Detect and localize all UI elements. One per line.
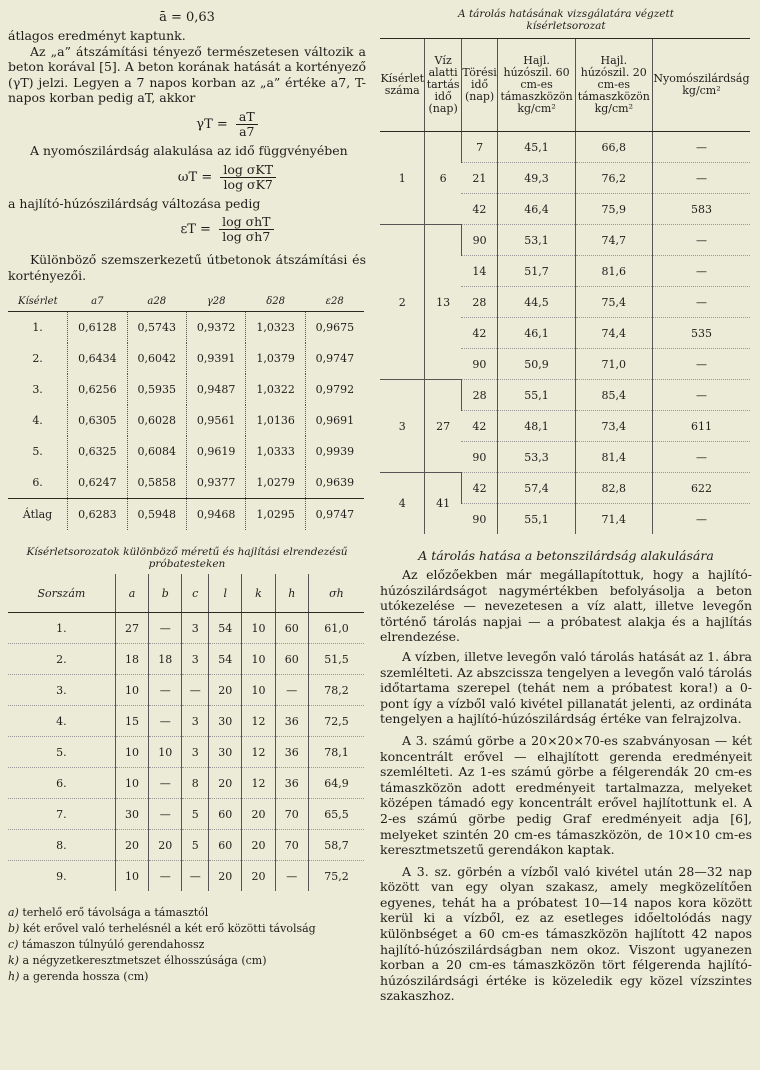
table-cell: 45,1 — [498, 132, 575, 163]
table-cell: 8. — [8, 830, 115, 861]
specimen-table — [8, 574, 364, 891]
table-cell: 10 — [242, 644, 275, 675]
note-text: két erővel való terhelésnél a két erő közötti távolság — [22, 922, 316, 936]
table-cell: 6. — [8, 768, 115, 799]
table-cell: 10 — [115, 861, 148, 892]
table-cell: 74,7 — [575, 225, 652, 256]
table-cell: 8 — [182, 768, 209, 799]
table-cell: 14 — [461, 256, 498, 287]
paragraph: Az „a” átszámítási tényező természetesen változik a beton korával [5]. A beton korának hatását a kortényező (γT) jelzi. Legyen a 7 napos korban az „a” értéke a7, T-napos korban pedig aT, akkor — [8, 43, 366, 106]
note-text: terhelő erő távolsága a támasztól — [22, 906, 209, 920]
table-cell: 60 — [209, 830, 242, 861]
table-header-row — [8, 291, 364, 312]
table-cell: 36 — [275, 737, 308, 768]
table-cell: 0,5948 — [127, 499, 186, 531]
note-key: k) — [8, 954, 19, 968]
table-cell: 73,4 — [575, 411, 652, 442]
table-cell: — — [652, 256, 750, 287]
table-row — [380, 380, 750, 411]
table-cell: 65,5 — [308, 799, 364, 830]
table-cell: 0,9372 — [186, 312, 245, 344]
table-cell: 0,9487 — [186, 374, 245, 405]
column-header: Sorszám — [8, 574, 115, 613]
table-cell: 20 — [209, 861, 242, 892]
table-row — [8, 768, 364, 799]
table-cell: 18 — [115, 644, 148, 675]
table-cell: 10 — [149, 737, 182, 768]
table-cell: 21 — [461, 163, 498, 194]
table-cell: 0,6084 — [127, 436, 186, 467]
experiment-id: 3 — [380, 380, 425, 473]
table-cell: 74,4 — [575, 318, 652, 349]
table-cell: Átlag — [8, 499, 68, 531]
note-item — [8, 969, 366, 985]
table-cell: 611 — [652, 411, 750, 442]
right-column — [380, 0, 752, 1004]
table-cell: 30 — [209, 706, 242, 737]
table-cell: 42 — [461, 318, 498, 349]
table-cell: 58,7 — [308, 830, 364, 861]
table-cell: 20 — [149, 830, 182, 861]
table-cell: 0,9377 — [186, 467, 245, 499]
table-cell: 1. — [32, 321, 43, 335]
water-days: 41 — [425, 473, 461, 535]
table-cell: 61,0 — [308, 613, 364, 644]
table-cell: 2. — [8, 644, 115, 675]
table-cell: 7. — [8, 799, 115, 830]
table-cell: 28 — [461, 380, 498, 411]
experiment-id: 4 — [380, 473, 425, 535]
table-cell: 51,7 — [498, 256, 575, 287]
table-cell: 42 — [461, 411, 498, 442]
paragraph: átlagos eredményt kaptunk. — [8, 28, 186, 43]
table-cell: 36 — [275, 768, 308, 799]
note-key: c) — [8, 938, 19, 952]
table-cell: 0,6283 — [68, 499, 127, 531]
table-cell: 0,9939 — [305, 436, 364, 467]
table-cell: 3 — [182, 706, 209, 737]
note-key: b) — [8, 922, 20, 936]
water-days: 13 — [425, 225, 461, 380]
table-cell: 622 — [652, 473, 750, 504]
table-row — [8, 737, 364, 768]
paragraph: a hajlító-húzószilárdság változása pedig — [8, 195, 261, 211]
table-cell: 0,6247 — [68, 467, 127, 499]
table-cell: 10 — [115, 768, 148, 799]
column-header: δ28 — [246, 291, 305, 312]
fraction — [236, 110, 258, 139]
table-cell: — — [275, 861, 308, 892]
table-cell: 90 — [461, 349, 498, 380]
section-heading: A tárolás hatása a betonszilárdság alakulására — [418, 548, 714, 563]
table-cell: 7 — [461, 132, 498, 163]
table-cell: 1,0379 — [246, 343, 305, 374]
table-header-row — [8, 574, 364, 613]
table-cell: 0,9639 — [305, 467, 364, 499]
table-cell: 1,0279 — [246, 467, 305, 499]
table-cell: 54 — [209, 613, 242, 644]
table-cell: 3 — [182, 644, 209, 675]
column-header: l — [209, 574, 242, 613]
table-cell: 90 — [461, 504, 498, 535]
table-cell: — — [275, 675, 308, 706]
table-cell: 75,2 — [308, 861, 364, 892]
table-cell: 81,4 — [575, 442, 652, 473]
column-header: σh — [308, 574, 364, 613]
note-item — [8, 937, 366, 953]
column-header: Víz alatti tartás idő (nap) — [425, 39, 461, 132]
table-cell: 3 — [182, 737, 209, 768]
table-cell: 0,6434 — [68, 343, 127, 374]
table-cell: 60 — [209, 799, 242, 830]
table-cell: 57,4 — [498, 473, 575, 504]
table-cell: 6. — [32, 476, 43, 490]
table-cell: 64,9 — [308, 768, 364, 799]
table-cell: 12 — [242, 737, 275, 768]
factors-table — [8, 291, 364, 530]
table-row — [8, 467, 364, 499]
table-cell: 75,4 — [575, 287, 652, 318]
table-cell: 82,8 — [575, 473, 652, 504]
table-cell: 3. — [32, 383, 43, 397]
table-cell: — — [182, 675, 209, 706]
table-cell: 0,9675 — [305, 312, 364, 344]
fraction-denominator: a7 — [239, 123, 255, 139]
column-header: Hajl. húzószil. 20 cm-es támaszközön kg/cm² — [575, 39, 652, 132]
note-key: h) — [8, 970, 20, 984]
note-key: a) — [8, 906, 19, 920]
fraction-numerator: log σKT — [220, 163, 276, 178]
average-equation: ā = 0,63 — [159, 10, 215, 25]
table-cell: — — [652, 380, 750, 411]
table-cell: 535 — [652, 318, 750, 349]
table-cell: 76,2 — [575, 163, 652, 194]
table-cell: 10 — [115, 675, 148, 706]
table-cell: 54 — [209, 644, 242, 675]
column-header: b — [149, 574, 182, 613]
fraction-denominator: log σK7 — [223, 176, 273, 192]
table-cell: 5. — [32, 445, 43, 459]
table-cell: 90 — [461, 442, 498, 473]
table-cell: 0,9691 — [305, 405, 364, 436]
table-cell: 70 — [275, 799, 308, 830]
table-cell: 10 — [115, 737, 148, 768]
table-cell: 0,5935 — [127, 374, 186, 405]
table-cell: 78,2 — [308, 675, 364, 706]
table-row — [8, 343, 364, 374]
table-cell: 71,4 — [575, 504, 652, 535]
table-cell: 60 — [275, 644, 308, 675]
table-cell: 46,4 — [498, 194, 575, 225]
table-cell: 0,9747 — [305, 499, 364, 531]
table-cell: — — [149, 861, 182, 892]
table-cell: 20 — [242, 830, 275, 861]
column-header: h — [275, 574, 308, 613]
equation-lhs: εT = — [180, 222, 211, 238]
table-cell: 0,9468 — [186, 499, 245, 531]
gamma-equation — [88, 110, 366, 139]
table-cell: 81,6 — [575, 256, 652, 287]
table-cell: 55,1 — [498, 504, 575, 535]
table-cell: 53,3 — [498, 442, 575, 473]
table-cell: 71,0 — [575, 349, 652, 380]
column-header: Kísérlet száma — [380, 39, 425, 132]
table-cell: — — [652, 163, 750, 194]
table-cell: 30 — [115, 799, 148, 830]
table-cell: 18 — [149, 644, 182, 675]
table-cell: 42 — [461, 194, 498, 225]
column-header: k — [242, 574, 275, 613]
column-header: c — [182, 574, 209, 613]
note-item — [8, 921, 366, 937]
table-header-row — [380, 39, 750, 132]
table-cell: 2. — [32, 352, 43, 366]
table-cell: 36 — [275, 706, 308, 737]
table-cell: 0,6305 — [68, 405, 127, 436]
table-cell: 50,9 — [498, 349, 575, 380]
table-cell: 4. — [32, 414, 43, 428]
table-cell: — — [149, 613, 182, 644]
table-cell: 9. — [8, 861, 115, 892]
paragraph: A vízben, illetve levegőn való tárolás hatását az 1. ábra szemlélteti. Az abszcissza tengelyen a levegőn való tárolás időtartama szerepel (tehát nem a próbatest kora!) a 0-pont így a vízből való kivétel pillanatát jelenti, az ordináta tengelyen a hajlító-húzószilárdság értéke van felrajzolva. — [380, 648, 752, 727]
fraction — [220, 163, 276, 192]
table-cell: — — [652, 442, 750, 473]
epsilon-equation — [88, 215, 366, 244]
table-cell: 85,4 — [575, 380, 652, 411]
table-average-row — [8, 499, 364, 531]
table-cell: 60 — [275, 613, 308, 644]
equation-lhs: γT = — [196, 116, 228, 132]
table-cell: — — [182, 861, 209, 892]
table-cell: 0,6128 — [68, 312, 127, 344]
table-cell: 78,1 — [308, 737, 364, 768]
table-cell: 28 — [461, 287, 498, 318]
left-column — [8, 0, 366, 985]
table-cell: 0,5858 — [127, 467, 186, 499]
column-header: a7 — [68, 291, 127, 312]
table-cell: — — [652, 287, 750, 318]
column-header: a28 — [127, 291, 186, 312]
table-cell: 1,0333 — [246, 436, 305, 467]
table-cell: 5 — [182, 799, 209, 830]
paragraph: A nyomószilárdság alakulása az idő függvényében — [30, 142, 348, 158]
table-cell: 1. — [8, 613, 115, 644]
table-cell: 0,6042 — [127, 343, 186, 374]
table-row — [8, 675, 364, 706]
water-days: 6 — [425, 132, 461, 225]
table-cell: 0,9561 — [186, 405, 245, 436]
table-row — [8, 312, 364, 344]
table-cell: 72,5 — [308, 706, 364, 737]
table-cell: 20 — [209, 675, 242, 706]
table-cell: 15 — [115, 706, 148, 737]
table-cell: — — [652, 504, 750, 535]
paragraph: A 3. számú görbe a 20×20×70-es szabványosan — két koncentrált erővel — elhajlított gerenda eredményeit szemlélteti. Az 1-es számú görbe a félgerendák 20 cm-es támaszközön adott eredményeit tartalmazza, melyeket középen támadó egy koncentrált erővel hajlítottunk el. A 2-es számú görbe pedig Graf eredményeit adja [6], melyeket szintén 20 cm-es támaszközön, de 10×10 cm-es keresztmetszetű gerendákon kaptak. — [380, 732, 752, 858]
table-cell: 0,9391 — [186, 343, 245, 374]
column-header: Törési idő (nap) — [461, 39, 498, 132]
table-row — [8, 405, 364, 436]
column-header: ε28 — [305, 291, 364, 312]
table-cell: 0,9747 — [305, 343, 364, 374]
table-cell: 51,5 — [308, 644, 364, 675]
table-row — [380, 225, 750, 256]
table-cell: 4. — [8, 706, 115, 737]
storage-table — [380, 38, 750, 534]
table-cell: 20 — [242, 861, 275, 892]
paragraph: Az előzőekben már megállapítottuk, hogy a hajlító-húzószilárdságot nagymértékben befolyásolja a beton utókezelése — nevezetesen a víz alatt, illetve levegőn történő tárolás napjai — a próbatest alakja és a hajlítás elrendezése. — [380, 567, 752, 645]
table-row — [8, 374, 364, 405]
table-cell: 20 — [115, 830, 148, 861]
table-row — [8, 830, 364, 861]
table-cell: 3. — [8, 675, 115, 706]
equation-lhs: ωT = — [177, 169, 213, 185]
table-cell: 90 — [461, 225, 498, 256]
table-cell: — — [149, 675, 182, 706]
table-cell: — — [149, 768, 182, 799]
table-cell: 12 — [242, 706, 275, 737]
table-cell: 1,0295 — [246, 499, 305, 531]
note-item — [8, 905, 366, 921]
table-cell: 55,1 — [498, 380, 575, 411]
table-cell: 0,6256 — [68, 374, 127, 405]
column-header: Hajl. húzószil. 60 cm-es támaszközön kg/cm² — [498, 39, 575, 132]
table-cell: 66,8 — [575, 132, 652, 163]
table-cell: — — [652, 132, 750, 163]
table-row — [8, 644, 364, 675]
omega-equation — [88, 163, 366, 192]
table-cell: 10 — [242, 613, 275, 644]
table-cell: — — [652, 349, 750, 380]
table-row — [8, 613, 364, 644]
table-cell: — — [149, 706, 182, 737]
note-text: támaszon túlnyúló gerendahossz — [21, 938, 205, 952]
table3-caption: A tárolás hatásának vizsgálatára végzett kísérletsorozat — [458, 8, 674, 32]
table-cell: — — [149, 799, 182, 830]
table-cell: 10 — [242, 675, 275, 706]
table-row — [8, 706, 364, 737]
table-cell: 583 — [652, 194, 750, 225]
column-header: γ28 — [186, 291, 245, 312]
table-row — [380, 473, 750, 504]
column-header: Kísérlet — [8, 291, 68, 312]
table-cell: 0,5743 — [127, 312, 186, 344]
table-cell: 27 — [115, 613, 148, 644]
table-cell: 0,6325 — [68, 436, 127, 467]
note-text: a négyzetkeresztmetszet élhosszúsága (cm) — [22, 954, 267, 968]
fraction — [219, 215, 273, 244]
table-cell: 20 — [242, 799, 275, 830]
table-cell: 3 — [182, 613, 209, 644]
column-header: a — [115, 574, 148, 613]
table-cell: 75,9 — [575, 194, 652, 225]
table-cell: 49,3 — [498, 163, 575, 194]
table-cell: 1,0136 — [246, 405, 305, 436]
table-cell: 0,9792 — [305, 374, 364, 405]
note-text: a gerenda hossza (cm) — [22, 970, 149, 984]
table1-caption: Különböző szemszerkezetű útbetonok átszámítási és kortényezői. — [8, 252, 366, 283]
table-cell: 48,1 — [498, 411, 575, 442]
table-cell: 30 — [209, 737, 242, 768]
table-row — [8, 436, 364, 467]
paragraph: A 3. sz. görbén a vízből való kivétel után 28—32 nap között van egy olyan szakasz, amely megközelítően egyenes, tehát ha a próbatest 10—14 napos kora között kerül ki a vízből, ez az esetleges időeltolódás nagy különbséget a 60 cm-es támaszközön hajlított 42 napos hajlító-húzószilárdságban nem okoz. Viszont ugyanezen korban a 20 cm-es támaszközön tört félgerenda hajlító-húzószilárdsági értéke is közeledik egy közel vízszintes szakaszhoz. — [380, 863, 752, 1004]
table-cell: 5. — [8, 737, 115, 768]
table-cell: 42 — [461, 473, 498, 504]
table-cell: 5 — [182, 830, 209, 861]
table-cell: 1,0322 — [246, 374, 305, 405]
note-item — [8, 953, 366, 969]
table-row — [8, 799, 364, 830]
fraction-numerator: log σhT — [219, 215, 273, 230]
table-cell: 1,0323 — [246, 312, 305, 344]
table-cell: 53,1 — [498, 225, 575, 256]
experiment-id: 1 — [398, 171, 406, 185]
table-cell: — — [652, 225, 750, 256]
table-cell: 44,5 — [498, 287, 575, 318]
column-header: Nyomószilárdság kg/cm² — [652, 39, 750, 132]
table2-notes — [8, 905, 366, 985]
table-cell: 46,1 — [498, 318, 575, 349]
table-row — [380, 132, 750, 163]
water-days: 27 — [425, 380, 461, 473]
table2-caption: Kísérletsorozatok különböző méretű és hajlítási elrendezésű próbatesteken — [26, 546, 348, 571]
table-cell: 0,9619 — [186, 436, 245, 467]
fraction-denominator: log σh7 — [222, 229, 271, 245]
table-cell: 0,6028 — [127, 405, 186, 436]
table-cell: 12 — [242, 768, 275, 799]
table-row — [8, 861, 364, 892]
experiment-id: 2 — [380, 225, 425, 380]
table-cell: 20 — [209, 768, 242, 799]
fraction-numerator: aT — [236, 110, 258, 125]
table-cell: 70 — [275, 830, 308, 861]
